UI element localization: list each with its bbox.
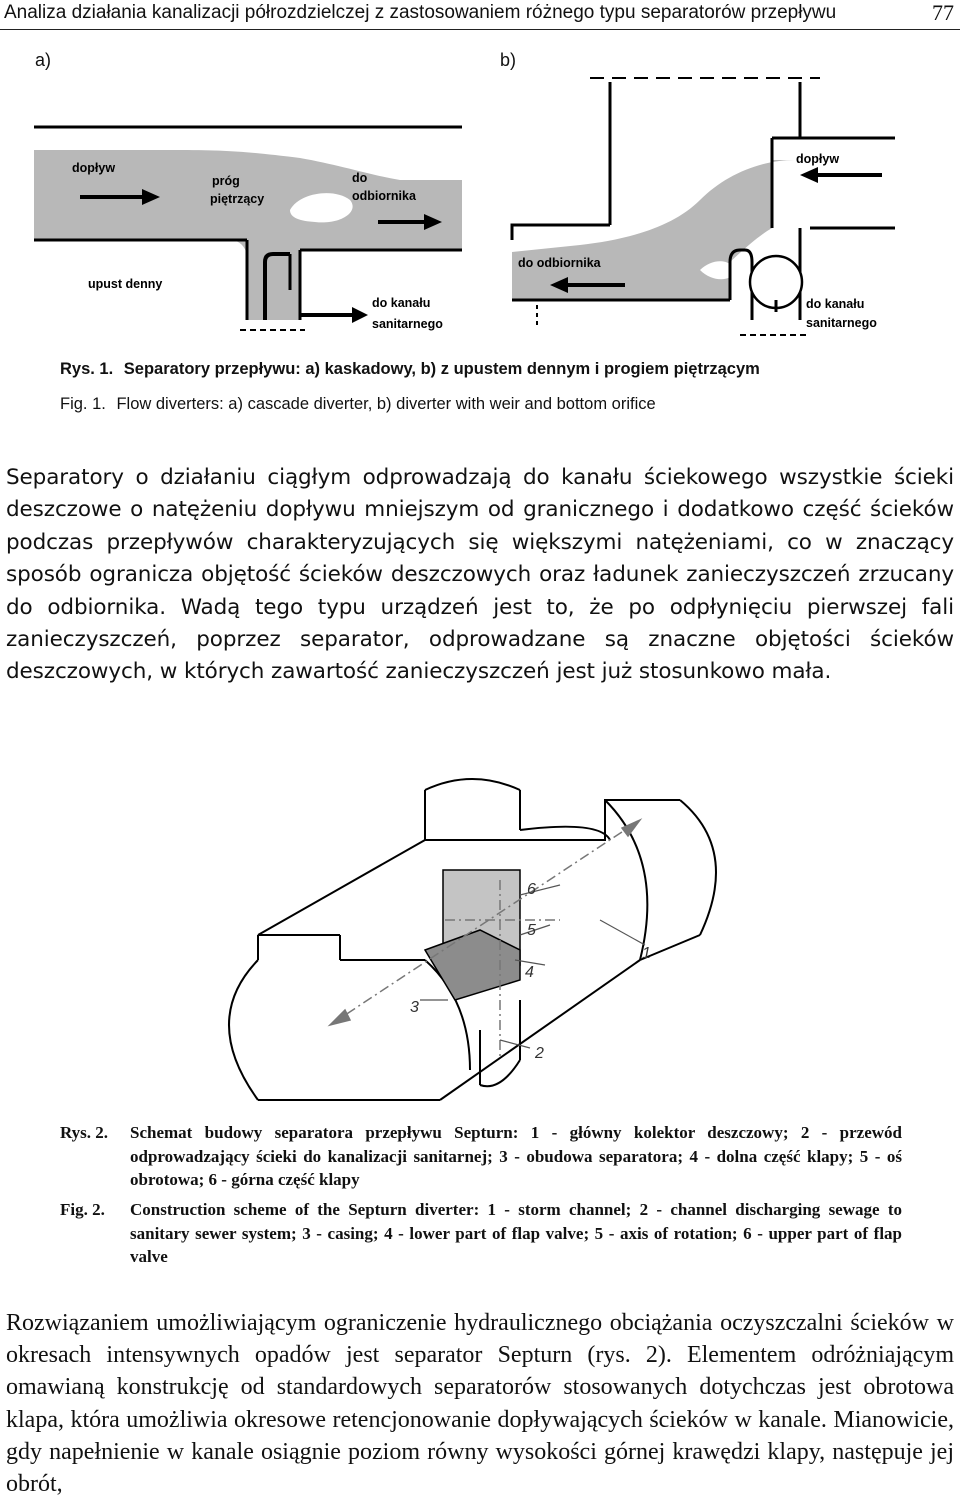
figure2-label-2: 2 xyxy=(535,1045,544,1062)
figure1-caption-pl-text: Separatory przepływu: a) kaskadowy, b) z upustem dennym i progiem piętrzącym xyxy=(123,360,760,378)
figure1-label-a: a) xyxy=(35,50,52,70)
figure2-caption-en-num: Fig. 2. xyxy=(60,1200,105,1219)
label-kanal-b: do kanału xyxy=(806,297,865,311)
label-prog-a: próg xyxy=(212,174,240,188)
figure2-caption-pl-num: Rys. 2. xyxy=(60,1123,109,1142)
figure2-label-4: 4 xyxy=(525,964,534,981)
figure1-caption-en-text: Flow diverters: a) cascade diverter, b) diverter with weir and bottom orifice xyxy=(116,395,656,413)
figure1-label-b: b) xyxy=(500,50,517,70)
figure2-label-5: 5 xyxy=(527,922,536,939)
label-sanitarnego-a: sanitarnego xyxy=(372,317,443,331)
body-paragraph-1: Separatory o działaniu ciągłym odprowadzają do kanału ściekowego wszystkie ścieki deszczowe o natężeniu dopływu mniejszym od granicznego i dodatkowo część ścieków podczas przepływów charakteryzujących się większymi natężeniami, co w znaczący sposób ogranicza objętość ścieków deszczowych oraz ładunek zanieczyszczeń zrzucany do odbiornika. Wadą tego typu urządzeń jest to, że po odpłynięciu pierwszej fali zanieczyszczeń, poprzez separator, odprowadzane są znaczne objętości ścieków deszczowych, w których zawartość zanieczyszczeń jest już stosunkowo mała. xyxy=(6,465,954,685)
label-pietrzacy-a: piętrzący xyxy=(210,192,265,206)
figure1-caption-pl-num: Rys. 1. xyxy=(60,360,114,378)
figure2-label-3: 3 xyxy=(410,999,419,1016)
label-kanal-a: do kanału xyxy=(372,296,431,310)
header-title: Analiza działania kanalizacji półrozdzielczej z zastosowaniem różnego typu separatorów przepływu xyxy=(4,2,837,23)
label-odbiornika-a: odbiornika xyxy=(352,189,416,203)
label-sanitarnego-b: sanitarnego xyxy=(806,316,877,330)
page-number: 77 xyxy=(932,0,954,25)
left-cylinder-end xyxy=(229,960,258,1100)
figure2-caption-pl xyxy=(60,1121,902,1191)
label-doplyw-b: dopływ xyxy=(796,152,840,166)
label-do-odbiornika-b: do odbiornika xyxy=(518,256,601,270)
body-paragraph-2: Rozwiązaniem umożliwiającym ograniczenie hydraulicznego obciążania oczyszczalni ścieków w okresach intensywnych opadów jest separator Septurn (rys. 2). Elementem odróżniającym omawianą konstrukcję od standardowych separatorów stosowanych dotychczas jest obrotowa klapa, która umożliwia okresowe retencjonowanie dopływających ścieków w kanale. Mianowicie, gdy napełnienie w kanale osiągnie poziom równy wysokości górnej krawędzi klapy, następuje jej obrót, xyxy=(6,1310,954,1498)
figure2-caption-en-text: Construction scheme of the Septurn diverter: 1 - storm channel; 2 - channel discharging sewage to sanitary sewer system; 3 - casing; 4 - lower part of flap valve; 5 - axis of rotation; 6 - upper part of flap valve xyxy=(130,1200,902,1266)
figure1-caption-en-num: Fig. 1. xyxy=(60,395,106,413)
label-do-a: do xyxy=(352,171,368,185)
vertical-riser xyxy=(425,790,520,840)
axis-horizontal xyxy=(330,820,640,1025)
label-doplyw-a: dopływ xyxy=(72,161,116,175)
figure2-label-1: 1 xyxy=(642,945,651,962)
figure2-label-6: 6 xyxy=(527,881,536,898)
label-upust-a: upust denny xyxy=(88,277,163,291)
figure2-caption-pl-text: Schemat budowy separatora przepływu Septurn: 1 - główny kolektor deszczowy; 2 - przewód odprowadzający ścieki do kanalizacji sanitarnej; 3 - obudowa separatora; 4 - dolna część klapy; 5 - oś obrotowa; 6 - górna część klapy xyxy=(130,1123,902,1189)
figure2-caption-en xyxy=(60,1198,902,1268)
right-cylinder-end xyxy=(605,800,647,960)
